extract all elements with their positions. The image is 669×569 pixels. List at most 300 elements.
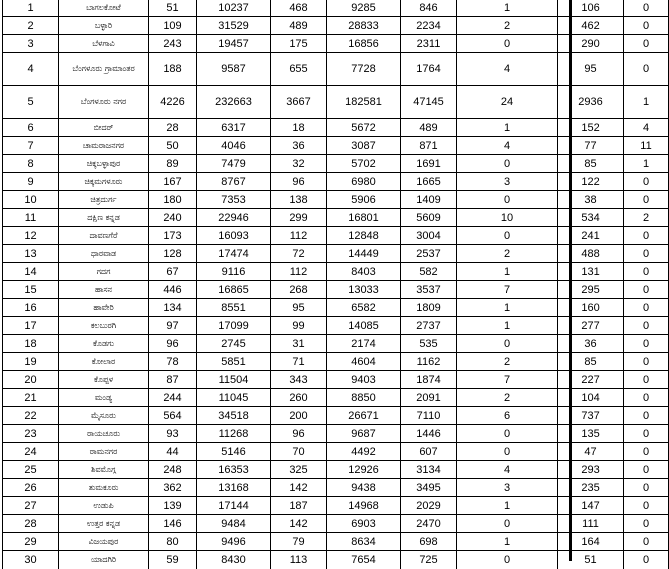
district-name-cell: ಬೆಳಗಾವಿ xyxy=(59,35,149,53)
serial-cell: 3 xyxy=(3,35,59,53)
value-cell-col6: 10 xyxy=(457,209,558,227)
value-cell-col3: 468 xyxy=(271,0,327,17)
value-cell-col2: 13168 xyxy=(197,479,271,497)
value-cell-col8: 2 xyxy=(624,209,669,227)
value-cell-col5: 1809 xyxy=(401,299,457,317)
value-cell-col3: 112 xyxy=(271,263,327,281)
district-name-cell: ತುಮಕೂರು xyxy=(59,479,149,497)
value-cell-col2: 16353 xyxy=(197,461,271,479)
value-cell-col6: 4 xyxy=(457,137,558,155)
serial-cell: 21 xyxy=(3,389,59,407)
value-cell-col5: 1764 xyxy=(401,53,457,86)
serial-cell: 2 xyxy=(3,17,59,35)
serial-cell: 15 xyxy=(3,281,59,299)
value-cell-col1: 362 xyxy=(149,479,197,497)
value-cell-col4: 4492 xyxy=(327,443,401,461)
value-cell-col8: 0 xyxy=(624,461,669,479)
value-cell-col1: 96 xyxy=(149,335,197,353)
value-cell-col1: 109 xyxy=(149,17,197,35)
value-cell-col5: 1691 xyxy=(401,155,457,173)
value-cell-col4: 16856 xyxy=(327,35,401,53)
value-cell-col2: 17474 xyxy=(197,245,271,263)
value-cell-col5: 1446 xyxy=(401,425,457,443)
value-cell-col3: 99 xyxy=(271,317,327,335)
value-cell-col2: 8551 xyxy=(197,299,271,317)
value-cell-col4: 6903 xyxy=(327,515,401,533)
value-cell-col2: 9116 xyxy=(197,263,271,281)
value-cell-col3: 489 xyxy=(271,17,327,35)
value-cell-col4: 6980 xyxy=(327,173,401,191)
value-cell-col5: 871 xyxy=(401,137,457,155)
value-cell-col6: 0 xyxy=(457,227,558,245)
value-cell-col3: 200 xyxy=(271,407,327,425)
district-name-cell: ಬೆಂಗಳೂರು ನಗರ xyxy=(59,86,149,119)
value-cell-col5: 5609 xyxy=(401,209,457,227)
district-name-cell: ಉತ್ತರ ಕನ್ನಡ xyxy=(59,515,149,533)
value-cell-col2: 9484 xyxy=(197,515,271,533)
value-cell-col7: 147 xyxy=(558,497,624,515)
value-cell-col6: 1 xyxy=(457,263,558,281)
value-cell-col1: 4226 xyxy=(149,86,197,119)
district-name-cell: ಬಾಗಲಕೋಟೆ xyxy=(59,0,149,17)
district-name-cell: ರಾಯಚೂರು xyxy=(59,425,149,443)
district-name-cell: ಮಂಡ್ಯ xyxy=(59,389,149,407)
district-name-cell: ಕೊಡಗು xyxy=(59,335,149,353)
value-cell-col6: 1 xyxy=(457,317,558,335)
district-name-cell: ಕೊಪ್ಪಳ xyxy=(59,371,149,389)
value-cell-col2: 232663 xyxy=(197,86,271,119)
value-cell-col5: 3495 xyxy=(401,479,457,497)
value-cell-col7: 122 xyxy=(558,173,624,191)
value-cell-col4: 9438 xyxy=(327,479,401,497)
value-cell-col1: 80 xyxy=(149,533,197,551)
value-cell-col8: 0 xyxy=(624,299,669,317)
value-cell-col1: 188 xyxy=(149,53,197,86)
value-cell-col2: 8767 xyxy=(197,173,271,191)
value-cell-col4: 8634 xyxy=(327,533,401,551)
district-name-cell: ಹಾವೇರಿ xyxy=(59,299,149,317)
serial-cell: 9 xyxy=(3,173,59,191)
value-cell-col6: 0 xyxy=(457,443,558,461)
serial-cell: 25 xyxy=(3,461,59,479)
value-cell-col5: 1409 xyxy=(401,191,457,209)
serial-cell: 10 xyxy=(3,191,59,209)
value-cell-col3: 655 xyxy=(271,53,327,86)
value-cell-col7: 534 xyxy=(558,209,624,227)
value-cell-col7: 111 xyxy=(558,515,624,533)
value-cell-col4: 4604 xyxy=(327,353,401,371)
value-cell-col7: 95 xyxy=(558,53,624,86)
serial-cell: 5 xyxy=(3,86,59,119)
value-cell-col7: 2936 xyxy=(558,86,624,119)
value-cell-col3: 260 xyxy=(271,389,327,407)
value-cell-col3: 36 xyxy=(271,137,327,155)
value-cell-col2: 8430 xyxy=(197,551,271,569)
value-cell-col4: 28833 xyxy=(327,17,401,35)
value-cell-col5: 846 xyxy=(401,0,457,17)
value-cell-col8: 0 xyxy=(624,227,669,245)
serial-cell: 30 xyxy=(3,551,59,569)
value-cell-col5: 607 xyxy=(401,443,457,461)
district-name-cell: ದಾವಣಗೆರೆ xyxy=(59,227,149,245)
district-name-cell: ಚಿತ್ರದುರ್ಗ xyxy=(59,191,149,209)
value-cell-col3: 343 xyxy=(271,371,327,389)
value-cell-col8: 0 xyxy=(624,551,669,569)
value-cell-col7: 77 xyxy=(558,137,624,155)
value-cell-col6: 0 xyxy=(457,35,558,53)
value-cell-col3: 96 xyxy=(271,173,327,191)
value-cell-col8: 0 xyxy=(624,497,669,515)
value-cell-col8: 0 xyxy=(624,17,669,35)
value-cell-col7: 737 xyxy=(558,407,624,425)
value-cell-col1: 28 xyxy=(149,119,197,137)
value-cell-col3: 96 xyxy=(271,425,327,443)
value-cell-col7: 160 xyxy=(558,299,624,317)
value-cell-col4: 5906 xyxy=(327,191,401,209)
value-cell-col6: 4 xyxy=(457,461,558,479)
serial-cell: 22 xyxy=(3,407,59,425)
value-cell-col6: 1 xyxy=(457,497,558,515)
value-cell-col7: 131 xyxy=(558,263,624,281)
value-cell-col4: 13033 xyxy=(327,281,401,299)
value-cell-col3: 70 xyxy=(271,443,327,461)
value-cell-col1: 97 xyxy=(149,317,197,335)
value-cell-col3: 79 xyxy=(271,533,327,551)
value-cell-col5: 1162 xyxy=(401,353,457,371)
value-cell-col1: 180 xyxy=(149,191,197,209)
value-cell-col4: 7654 xyxy=(327,551,401,569)
value-cell-col5: 2537 xyxy=(401,245,457,263)
value-cell-col1: 243 xyxy=(149,35,197,53)
value-cell-col8: 4 xyxy=(624,119,669,137)
value-cell-col6: 1 xyxy=(457,119,558,137)
serial-cell: 1 xyxy=(3,0,59,17)
serial-cell: 23 xyxy=(3,425,59,443)
district-name-cell: ಗದಗ xyxy=(59,263,149,281)
value-cell-col3: 3667 xyxy=(271,86,327,119)
value-cell-col7: 488 xyxy=(558,245,624,263)
district-name-cell: ಬೆಂಗಳೂರು ಗ್ರಾಮಾಂತರ xyxy=(59,53,149,86)
value-cell-col2: 16865 xyxy=(197,281,271,299)
value-cell-col1: 240 xyxy=(149,209,197,227)
value-cell-col4: 5672 xyxy=(327,119,401,137)
value-cell-col1: 93 xyxy=(149,425,197,443)
district-name-cell: ಬಳ್ಳಾರಿ xyxy=(59,17,149,35)
district-name-cell: ಕಲಬುರಗಿ xyxy=(59,317,149,335)
value-cell-col2: 31529 xyxy=(197,17,271,35)
value-cell-col4: 26671 xyxy=(327,407,401,425)
value-cell-col8: 0 xyxy=(624,515,669,533)
serial-cell: 24 xyxy=(3,443,59,461)
value-cell-col7: 85 xyxy=(558,353,624,371)
value-cell-col3: 142 xyxy=(271,515,327,533)
value-cell-col8: 0 xyxy=(624,425,669,443)
serial-cell: 19 xyxy=(3,353,59,371)
serial-cell: 17 xyxy=(3,317,59,335)
value-cell-col2: 11504 xyxy=(197,371,271,389)
value-cell-col2: 9587 xyxy=(197,53,271,86)
value-cell-col2: 19457 xyxy=(197,35,271,53)
district-name-cell: ಉಡುಪಿ xyxy=(59,497,149,515)
value-cell-col7: 106 xyxy=(558,0,624,17)
value-cell-col7: 36 xyxy=(558,335,624,353)
value-cell-col8: 0 xyxy=(624,263,669,281)
value-cell-col4: 9285 xyxy=(327,0,401,17)
value-cell-col2: 5146 xyxy=(197,443,271,461)
value-cell-col8: 11 xyxy=(624,137,669,155)
value-cell-col6: 0 xyxy=(457,155,558,173)
value-cell-col4: 2174 xyxy=(327,335,401,353)
value-cell-col1: 564 xyxy=(149,407,197,425)
value-cell-col3: 112 xyxy=(271,227,327,245)
value-cell-col7: 290 xyxy=(558,35,624,53)
value-cell-col8: 0 xyxy=(624,0,669,17)
value-cell-col5: 47145 xyxy=(401,86,457,119)
district-table-panel xyxy=(2,0,652,566)
serial-cell: 13 xyxy=(3,245,59,263)
value-cell-col7: 462 xyxy=(558,17,624,35)
value-cell-col3: 299 xyxy=(271,209,327,227)
value-cell-col3: 72 xyxy=(271,245,327,263)
value-cell-col4: 182581 xyxy=(327,86,401,119)
serial-cell: 18 xyxy=(3,335,59,353)
value-cell-col7: 152 xyxy=(558,119,624,137)
value-cell-col8: 0 xyxy=(624,479,669,497)
value-cell-col3: 71 xyxy=(271,353,327,371)
value-cell-col2: 10237 xyxy=(197,0,271,17)
value-cell-col4: 8403 xyxy=(327,263,401,281)
value-cell-col8: 0 xyxy=(624,53,669,86)
value-cell-col4: 14449 xyxy=(327,245,401,263)
value-cell-col1: 89 xyxy=(149,155,197,173)
value-cell-col1: 78 xyxy=(149,353,197,371)
value-cell-col5: 2470 xyxy=(401,515,457,533)
value-cell-col8: 0 xyxy=(624,389,669,407)
value-cell-col8: 0 xyxy=(624,173,669,191)
value-cell-col4: 3087 xyxy=(327,137,401,155)
value-cell-col7: 38 xyxy=(558,191,624,209)
district-name-cell: ಶಿವಮೊಗ್ಗ xyxy=(59,461,149,479)
value-cell-col1: 50 xyxy=(149,137,197,155)
value-cell-col3: 138 xyxy=(271,191,327,209)
value-cell-col1: 51 xyxy=(149,0,197,17)
value-cell-col5: 582 xyxy=(401,263,457,281)
value-cell-col8: 1 xyxy=(624,155,669,173)
value-cell-col4: 9403 xyxy=(327,371,401,389)
value-cell-col6: 2 xyxy=(457,245,558,263)
value-cell-col4: 12926 xyxy=(327,461,401,479)
value-cell-col2: 11268 xyxy=(197,425,271,443)
value-cell-col5: 3134 xyxy=(401,461,457,479)
value-cell-col3: 325 xyxy=(271,461,327,479)
value-cell-col6: 0 xyxy=(457,335,558,353)
district-name-cell: ಯಾದಗಿರಿ xyxy=(59,551,149,569)
value-cell-col8: 0 xyxy=(624,317,669,335)
value-cell-col2: 16093 xyxy=(197,227,271,245)
value-cell-col6: 0 xyxy=(457,515,558,533)
value-cell-col6: 2 xyxy=(457,17,558,35)
district-name-cell: ಮೈಸೂರು xyxy=(59,407,149,425)
value-cell-col1: 59 xyxy=(149,551,197,569)
value-cell-col3: 18 xyxy=(271,119,327,137)
district-name-cell: ಚಿಕ್ಕಬಳ್ಳಾಪುರ xyxy=(59,155,149,173)
serial-cell: 20 xyxy=(3,371,59,389)
value-cell-col5: 2311 xyxy=(401,35,457,53)
serial-cell: 16 xyxy=(3,299,59,317)
value-cell-col2: 5851 xyxy=(197,353,271,371)
page-edge-rule xyxy=(569,0,572,561)
value-cell-col5: 3537 xyxy=(401,281,457,299)
value-cell-col6: 0 xyxy=(457,191,558,209)
serial-cell: 11 xyxy=(3,209,59,227)
value-cell-col4: 14085 xyxy=(327,317,401,335)
value-cell-col1: 146 xyxy=(149,515,197,533)
serial-cell: 29 xyxy=(3,533,59,551)
serial-cell: 26 xyxy=(3,479,59,497)
serial-cell: 6 xyxy=(3,119,59,137)
value-cell-col5: 2737 xyxy=(401,317,457,335)
value-cell-col5: 2029 xyxy=(401,497,457,515)
serial-cell: 12 xyxy=(3,227,59,245)
value-cell-col8: 0 xyxy=(624,353,669,371)
value-cell-col7: 85 xyxy=(558,155,624,173)
value-cell-col5: 535 xyxy=(401,335,457,353)
value-cell-col7: 241 xyxy=(558,227,624,245)
value-cell-col6: 4 xyxy=(457,53,558,86)
value-cell-col4: 5702 xyxy=(327,155,401,173)
value-cell-col3: 268 xyxy=(271,281,327,299)
value-cell-col7: 135 xyxy=(558,425,624,443)
value-cell-col4: 12848 xyxy=(327,227,401,245)
serial-cell: 28 xyxy=(3,515,59,533)
value-cell-col5: 698 xyxy=(401,533,457,551)
value-cell-col8: 0 xyxy=(624,35,669,53)
serial-cell: 8 xyxy=(3,155,59,173)
value-cell-col1: 173 xyxy=(149,227,197,245)
value-cell-col2: 2745 xyxy=(197,335,271,353)
value-cell-col5: 2091 xyxy=(401,389,457,407)
value-cell-col6: 7 xyxy=(457,281,558,299)
value-cell-col6: 0 xyxy=(457,425,558,443)
value-cell-col1: 87 xyxy=(149,371,197,389)
value-cell-col4: 14968 xyxy=(327,497,401,515)
value-cell-col4: 8850 xyxy=(327,389,401,407)
district-name-cell: ದಕ್ಷಿಣ ಕನ್ನಡ xyxy=(59,209,149,227)
value-cell-col2: 9496 xyxy=(197,533,271,551)
value-cell-col8: 0 xyxy=(624,407,669,425)
value-cell-col7: 104 xyxy=(558,389,624,407)
value-cell-col1: 248 xyxy=(149,461,197,479)
value-cell-col5: 2234 xyxy=(401,17,457,35)
value-cell-col3: 95 xyxy=(271,299,327,317)
value-cell-col1: 44 xyxy=(149,443,197,461)
value-cell-col2: 22946 xyxy=(197,209,271,227)
value-cell-col2: 17099 xyxy=(197,317,271,335)
value-cell-col7: 227 xyxy=(558,371,624,389)
value-cell-col6: 2 xyxy=(457,389,558,407)
value-cell-col4: 6582 xyxy=(327,299,401,317)
value-cell-col6: 1 xyxy=(457,0,558,17)
value-cell-col1: 134 xyxy=(149,299,197,317)
value-cell-col1: 128 xyxy=(149,245,197,263)
value-cell-col8: 0 xyxy=(624,443,669,461)
value-cell-col8: 0 xyxy=(624,245,669,263)
district-name-cell: ಧಾರವಾಡ xyxy=(59,245,149,263)
serial-cell: 14 xyxy=(3,263,59,281)
value-cell-col7: 51 xyxy=(558,551,624,569)
value-cell-col6: 24 xyxy=(457,86,558,119)
value-cell-col1: 139 xyxy=(149,497,197,515)
value-cell-col1: 446 xyxy=(149,281,197,299)
value-cell-col3: 175 xyxy=(271,35,327,53)
value-cell-col5: 7110 xyxy=(401,407,457,425)
value-cell-col2: 4046 xyxy=(197,137,271,155)
value-cell-col2: 17144 xyxy=(197,497,271,515)
value-cell-col5: 489 xyxy=(401,119,457,137)
value-cell-col2: 11045 xyxy=(197,389,271,407)
value-cell-col6: 1 xyxy=(457,533,558,551)
value-cell-col6: 2 xyxy=(457,353,558,371)
value-cell-col6: 6 xyxy=(457,407,558,425)
value-cell-col8: 0 xyxy=(624,335,669,353)
value-cell-col6: 1 xyxy=(457,299,558,317)
value-cell-col8: 1 xyxy=(624,86,669,119)
value-cell-col6: 3 xyxy=(457,479,558,497)
value-cell-col2: 7353 xyxy=(197,191,271,209)
value-cell-col2: 6317 xyxy=(197,119,271,137)
value-cell-col7: 47 xyxy=(558,443,624,461)
value-cell-col1: 67 xyxy=(149,263,197,281)
value-cell-col2: 34518 xyxy=(197,407,271,425)
value-cell-col5: 1665 xyxy=(401,173,457,191)
value-cell-col8: 0 xyxy=(624,281,669,299)
district-name-cell: ಚಾಮರಾಜನಗರ xyxy=(59,137,149,155)
value-cell-col3: 187 xyxy=(271,497,327,515)
value-cell-col7: 277 xyxy=(558,317,624,335)
value-cell-col4: 7728 xyxy=(327,53,401,86)
district-name-cell: ರಾಮನಗರ xyxy=(59,443,149,461)
value-cell-col7: 293 xyxy=(558,461,624,479)
value-cell-col3: 113 xyxy=(271,551,327,569)
value-cell-col5: 725 xyxy=(401,551,457,569)
value-cell-col8: 0 xyxy=(624,371,669,389)
value-cell-col1: 167 xyxy=(149,173,197,191)
value-cell-col4: 16801 xyxy=(327,209,401,227)
value-cell-col5: 1874 xyxy=(401,371,457,389)
value-cell-col8: 0 xyxy=(624,191,669,209)
value-cell-col1: 244 xyxy=(149,389,197,407)
value-cell-col6: 3 xyxy=(457,173,558,191)
value-cell-col3: 32 xyxy=(271,155,327,173)
value-cell-col6: 7 xyxy=(457,371,558,389)
district-name-cell: ಕೋಲಾರ xyxy=(59,353,149,371)
value-cell-col3: 142 xyxy=(271,479,327,497)
serial-cell: 4 xyxy=(3,53,59,86)
serial-cell: 7 xyxy=(3,137,59,155)
value-cell-col7: 164 xyxy=(558,533,624,551)
district-name-cell: ಚಿಕ್ಕಮಗಳೂರು xyxy=(59,173,149,191)
district-name-cell: ವಿಜಯಪುರ xyxy=(59,533,149,551)
district-name-cell: ಹಾಸನ xyxy=(59,281,149,299)
value-cell-col7: 295 xyxy=(558,281,624,299)
serial-cell: 27 xyxy=(3,497,59,515)
value-cell-col7: 235 xyxy=(558,479,624,497)
value-cell-col5: 3004 xyxy=(401,227,457,245)
value-cell-col2: 7479 xyxy=(197,155,271,173)
value-cell-col6: 0 xyxy=(457,551,558,569)
value-cell-col8: 0 xyxy=(624,533,669,551)
value-cell-col3: 31 xyxy=(271,335,327,353)
